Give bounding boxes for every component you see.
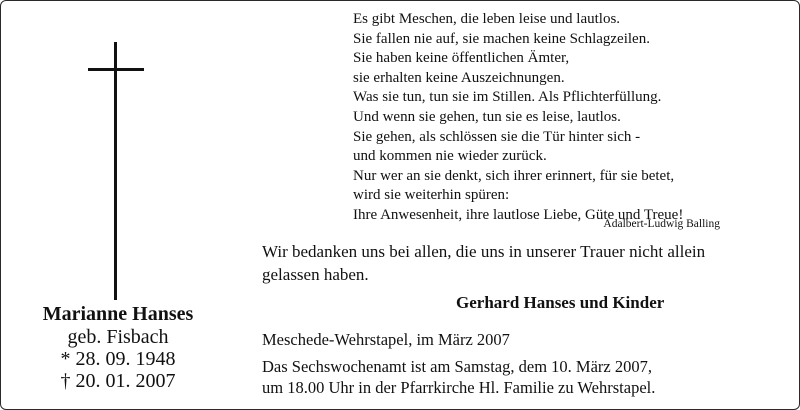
poem-line: Es gibt Meschen, die leben leise und lautlos.: [353, 11, 621, 27]
service-line: Das Sechswochenamt ist am Samstag, dem 10. März 2007,: [262, 357, 652, 376]
poem-author: Adalbert-Ludwig Balling: [603, 218, 720, 230]
poem-line: Ihre Anwesenheit, ihre lautlose Liebe, Güte und Treue!: [353, 206, 684, 223]
cross-icon: [88, 42, 144, 300]
family-signature: Gerhard Hanses und Kinder: [456, 293, 665, 312]
deceased-block: [18, 302, 218, 392]
maiden-name: geb. Fisbach: [67, 326, 169, 348]
deceased-name: Marianne Hanses: [42, 303, 194, 325]
poem-line: und kommen nie wieder zurück.: [353, 148, 547, 165]
thanks-line: gelassen haben.: [262, 265, 369, 284]
poem-line: sie erhalten keine Auszeichnungen.: [353, 69, 565, 86]
poem-line: Sie fallen nie auf, sie machen keine Schlagzeilen.: [353, 30, 650, 47]
poem-line: Nur wer an sie denkt, sich ihrer erinnert, für sie betet,: [353, 167, 675, 184]
poem-line: Was sie tun, tun sie im Stillen. Als Pflichterfüllung.: [353, 89, 662, 106]
poem-line: Sie gehen, als schlössen sie die Tür hinter sich -: [353, 128, 641, 145]
poem-line: Und wenn sie gehen, tun sie es leise, lautlos.: [353, 108, 621, 125]
place-and-date: Meschede-Wehrstapel, im März 2007: [262, 330, 510, 349]
cross-horizontal-bar: [88, 68, 144, 71]
poem: [353, 10, 733, 226]
poem-line: Sie haben keine öffentlichen Ämter,: [353, 50, 570, 67]
service-announcement: [262, 356, 655, 398]
cross-vertical-bar: [114, 42, 117, 300]
death-date: † 20. 01. 2007: [60, 370, 176, 392]
poem-line: wird sie weiterhin spüren:: [353, 187, 510, 204]
thanks-line: Wir bedanken uns bei allen, die uns in unserer Trauer nicht allein: [262, 242, 706, 261]
thanks-message: [262, 240, 782, 286]
birth-date: * 28. 09. 1948: [60, 348, 176, 370]
service-line: um 18.00 Uhr in der Pfarrkirche Hl. Familie zu Wehrstapel.: [262, 378, 656, 397]
